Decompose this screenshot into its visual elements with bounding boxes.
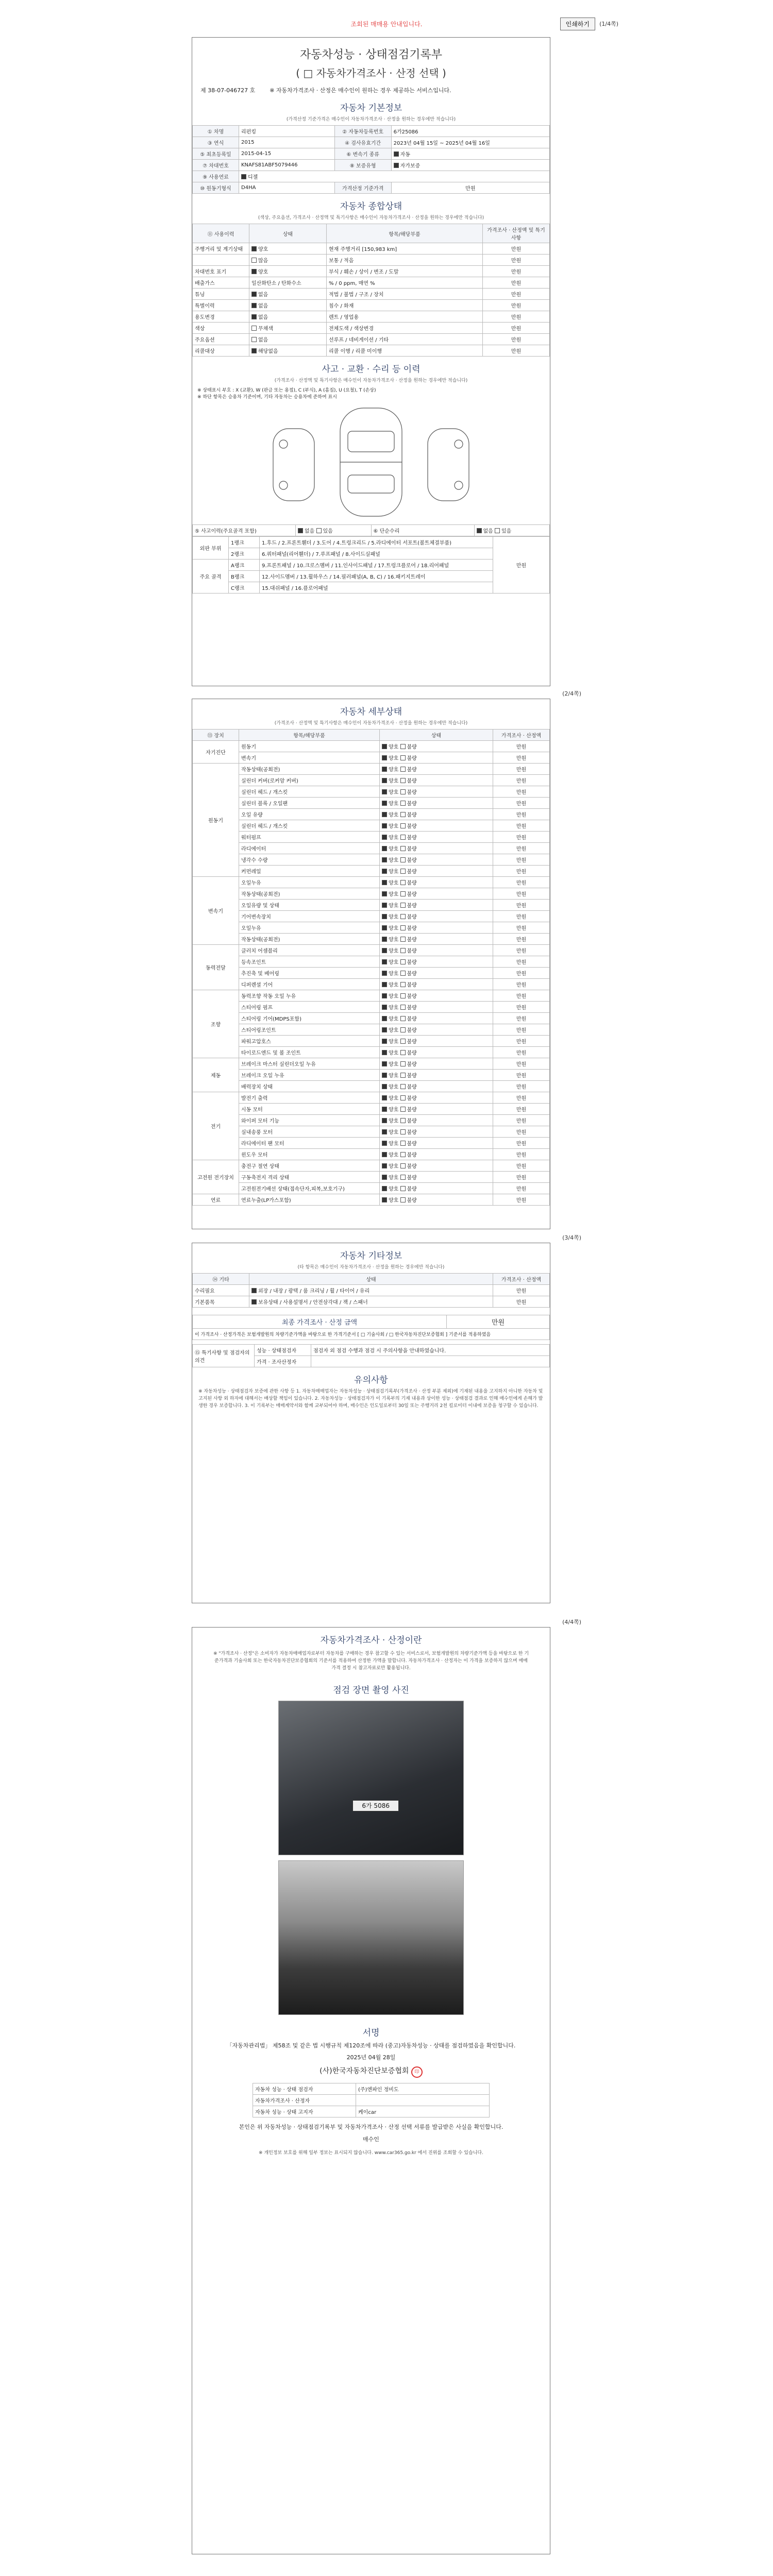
other-info-note: (타 항목은 매수인이 자동차가격조사 · 산정을 원하는 경우에만 적습니다) [297, 1265, 445, 1270]
detail-row: 커먼레일 양호 불량 만원 [193, 866, 550, 877]
detail-row: 구동축전지 격리 상태 양호 불량 만원 [193, 1172, 550, 1183]
basic-info-note: (가격산정 기준가격은 매수인이 자동차가격조사 · 산정을 원하는 경우에만 적습니다) [286, 117, 456, 122]
detail-note: (가격조사 · 산정액 및 특기사항은 매수인이 자동차가격조사 · 산정을 원하는 경우에만 적습니다) [274, 721, 468, 726]
accident-legend: ※ 상태표시 부호 : X (교환), W (판금 또는 용접), C (부식), A (흠집), U (요철), T (손상) [197, 388, 376, 393]
receipt-statement: 본인은 위 자동차성능 · 상태점검기록부 및 자동차가격조사 · 산정 선택 서류를 발급받은 사실을 확인합니다. [239, 2124, 503, 2130]
detail-row: 실린더 블록 / 오일팬 양호 불량 만원 [193, 798, 550, 809]
page-3 [192, 1243, 550, 1603]
page-2 [192, 699, 550, 1229]
detail-row: 워터펌프 양호 불량 만원 [193, 832, 550, 843]
detail-row: 오일유량 및 상태 양호 불량 만원 [193, 900, 550, 911]
detail-row: 작동상태(공회전) 양호 불량 만원 [193, 888, 550, 900]
detail-row: 파워고압호스 양호 불량 만원 [193, 1036, 550, 1047]
document-number: 38-07-046727 [208, 87, 248, 94]
company-seal-icon: 印 [411, 2066, 423, 2078]
page-2-indicator: (2/4쪽) [562, 690, 581, 697]
service-notice: ※ 자동차가격조사 · 산정은 매수인이 원하는 경우 제공하는 서비스입니다. [270, 87, 451, 94]
detail-row: 윈도우 모터 양호 불량 만원 [193, 1149, 550, 1160]
document-title: 자동차성능 · 상태점검기록부 [299, 48, 442, 61]
detail-row: 타이로드엔드 및 볼 조인트 양호 불량 만원 [193, 1047, 550, 1058]
detail-title: 자동차 세부상태 [340, 707, 402, 717]
page-1 [192, 37, 550, 686]
guide-title: 자동차가격조사 · 산정이란 [320, 1635, 422, 1646]
page-4 [192, 1627, 550, 2554]
detail-row: 조향 동력조향 작동 오일 누유 양호 불량 만원 [193, 990, 550, 1002]
signature-table: 자동차 성능 · 상태 점검자 (주)엔파인 정비도 자동차가격조사 · 산정자 자동차 성능 · 상태 고지자 케이car [253, 2083, 490, 2117]
opinion-table: ⑮ 특기사항 및 점검자의 의견 성능 · 상태점검자 점검자 외 점검 수행과 점검 시 주의사항을 안내하였습니다. 가격 · 조사산정자 [192, 1344, 550, 1367]
caution-title: 유의사항 [354, 1375, 388, 1385]
accident-legend-2: ※ 하단 항목은 승용차 기준이며, 기타 자동차는 승용차에 준하여 표시 [197, 395, 337, 400]
inspection-photo-underside [278, 1860, 464, 2015]
detail-row: 작동상태(공회전) 양호 불량 만원 [193, 934, 550, 945]
detail-row: 브레이크 오일 누유 양호 불량 만원 [193, 1070, 550, 1081]
detail-row: 제동 브레이크 마스터 실린더오일 누유 양호 불량 만원 [193, 1058, 550, 1070]
detail-row: 시동 모터 양호 불량 만원 [193, 1104, 550, 1115]
page-indicator: (1/4쪽) [599, 21, 618, 27]
detail-row: 전기 발전기 출력 양호 불량 만원 [193, 1092, 550, 1104]
other-info-table: ⑭ 기타 상태 가격조사 · 산정액 수리필요 외장 / 내장 / 광택 / 룸 크리닝 / 휠 / 타이어 / 유리 만원 기본품목 보유상태 / 사용설명서 / 안전삼각대 / 잭 / 스패너 만원 [192, 1273, 550, 1308]
detail-row: 변속기 오일누유 양호 불량 만원 [193, 877, 550, 888]
accident-note: (가격조사 · 산정액 및 특기사항은 매수인이 자동차가격조사 · 산정을 원하는 경우에만 적습니다) [274, 378, 468, 383]
basic-info-title: 자동차 기본정보 [340, 103, 402, 113]
detail-row: 오일누유 양호 불량 만원 [193, 922, 550, 934]
detail-row: 등속조인트 양호 불량 만원 [193, 956, 550, 968]
sign-date: 2025년 04월 28일 [346, 2054, 396, 2061]
car-diagram [263, 403, 479, 521]
basic-info-table: ① 차명 리펀킹 ② 자동차등록번호 6가25086 ③ 연식 2015 ④ 검사유효기간 2023년 04월 15일 ~ 2025년 04월 16일 ⑤ 최초등록일 2015-04-15 ⑥ 변속기 종류 자동 ⑦ 차대번호 KNAFS81ABF5079446 ⑧ 보증유형 자가보증 ⑨ 사용연료 디젤 ⑩ 원동기형식 D4HA 가격산정 기준가격 만원 [192, 125, 550, 194]
detail-row: 스티어링 펌프 양호 불량 만원 [193, 1002, 550, 1013]
detail-row: 실내송풍 모터 양호 불량 만원 [193, 1126, 550, 1138]
page-4-indicator: (4/4쪽) [562, 1619, 581, 1625]
detail-row: 디퍼렌셜 기어 양호 불량 만원 [193, 979, 550, 990]
caution-text: ※ 자동차성능 · 상태점검자 보증에 관한 사항 등 1. 자동차매매업자는 자동차성능 · 상태점검기록부(가격조사 · 산정 부분 제외)에 기재된 내용을 고지하지 아니한 자동차 및 고지된 사항 외 하자에 대해서는 배상할 책임이 있습니다. 2. 자동차성능 · 상태점검자가 이 기록부의 기재 내용과 상이한 성능 · 상태점검 결과로 인해 매수인에게 손해가 발생한 경우 보증합니다. 3. 이 기록부는 매매계약서와 함께 교부되어야 하며, 매수인은 인도일로부터 30일 또는 주행거리 2천 킬로미터 이내에 보증을 청구할 수 있습니다. [198, 1389, 543, 1409]
detail-row: 동력전달 클러치 어셈블리 양호 불량 만원 [193, 945, 550, 956]
guide-text: ※ "가격조사 · 산정"은 소비자가 자동차매매업자로부터 자동차를 구매하는 경우 참고할 수 있는 서비스로서, 보험개발원의 차량기준가액 등을 바탕으로 한 기준가격과 기술사회 또는 한국자동차진단보증협회의 기준서를 적용하여 산정한 가액을 말합니다. 자동차가격조사 · 산정자는 이 가격을 보증하지 않으며 매매가격 결정 시 참고자료로만 활용됩니다. [213, 1651, 529, 1671]
detail-row: 스티어링 기어(MDPS포함) 양호 불량 만원 [193, 1013, 550, 1024]
photo-title: 점검 장면 촬영 사진 [333, 1685, 409, 1696]
page-3-indicator: (3/4쪽) [562, 1234, 581, 1241]
accident-title: 사고 · 교환 · 수리 등 이력 [322, 364, 421, 375]
detail-row: 오일 유량 양호 불량 만원 [193, 809, 550, 820]
detail-row: 라디에이터 팬 모터 양호 불량 만원 [193, 1138, 550, 1149]
top-bar [0, 16, 773, 37]
car-outline-icon [263, 403, 479, 521]
detail-row: 연료 연료누출(LP가스포함) 양호 불량 만원 [193, 1194, 550, 1206]
detail-row: 와이퍼 모터 기능 양호 불량 만원 [193, 1115, 550, 1126]
detail-row: 냉각수 수량 양호 불량 만원 [193, 854, 550, 866]
document-subtitle: ( □ 자동차가격조사 · 산정 선택 ) [296, 67, 446, 79]
detail-row: 추진축 및 베어링 양호 불량 만원 [193, 968, 550, 979]
detail-row: 원동기 작동상태(공회전) 양호 불량 만원 [193, 764, 550, 775]
detail-row: 변속기 양호 불량 만원 [193, 752, 550, 764]
document-number-line: 제 38-07-046727 호 ※ 자동차가격조사 · 산정은 매수인이 원하는 경우 제공하는 서비스입니다. [200, 87, 451, 94]
inspection-photo-front [278, 1701, 464, 1855]
sign-statement: 「자동차관리법」 제58조 및 같은 법 시행규칙 제120조에 따라 (중고)자동차성능 · 상태를 점검하였음을 확인합니다. [226, 2042, 516, 2049]
receiver-label: 매수인 [363, 2136, 379, 2143]
print-button[interactable]: 인쇄하기 [560, 18, 595, 30]
detail-row: 스티어링조인트 양호 불량 만원 [193, 1024, 550, 1036]
footer-note: ※ 개인정보 보호를 위해 일부 정보는 표시되지 않습니다. www.car365.go.kr 에서 진위를 조회할 수 있습니다. [259, 2150, 483, 2156]
repair-rank-table: 외판 부위 1랭크 1.후드 / 2.프론트휀더 / 3.도어 / 4.트렁크리드 / 5.라디에이터 서포트(볼트체결부품) 만원 2랭크 6.쿼터패널(리어휀더) / 7.루프패널 / 8.사이드실패널 주요 골격 A랭크 9.프론트패널 / 10.크로스멤버 / 11.인사이드패널 / 17.트렁크플로어 / 18.리어패널 B랭크 12.사이드멤버 / 13.휠하우스 / 14.필러패널(A, B, C) / 16.패키지트레이 C랭크 15.대쉬패널 / 16.플로어패널 [192, 536, 550, 594]
detail-row: 배력장치 상태 양호 불량 만원 [193, 1081, 550, 1092]
accident-table: ⑤ 사고이력(주요골격 포함) 없음 있음 ⑥ 단순수리 없음 있음 [192, 524, 550, 536]
detail-row: 실린더 헤드 / 개스킷 양호 불량 만원 [193, 786, 550, 798]
summary-table: ⑪ 사용이력 상태 항목/해당부품 가격조사 · 산정액 및 특기사항 주행거리 및 계기상태 양호 현재 주행거리 [150,983 km] 만원 많음 보통 / 적음 만원 차대번호 표기 양호 부식 / 훼손 / 상이 / 변조 / 도말 만원 배출가스 일산화탄소 / 탄화수소 % / 0 ppm, 매연 % 만원 튜닝 없음 적법 / 불법 / 구조 / 장치 만원 특별이력 없음 침수 / 화재 만원 용도변경 없음 렌트 / 영업용 만원 색상 무채색 전체도색 / 색상변경 만원 주요옵션 없음 선루프 / 네비게이션 / 기타 만원 리콜대상 해당없음 리콜 이행 / 리콜 미이행 만원 [192, 224, 550, 357]
summary-title: 자동차 종합상태 [340, 201, 402, 212]
detail-row: 자기진단 원동기 양호 불량 만원 [193, 741, 550, 752]
detail-row: 고전원전기배선 상태(접속단자,피복,보호기구) 양호 불량 만원 [193, 1183, 550, 1194]
detail-table: ⑬ 장치 항목/해당부품 상태 가격조사 · 산정액 자기진단 원동기 양호 불량 만원 변속기 양호 불량 만원 원동기 작동상태(공회전) 양호 불량 만원 실린더 커버(로커암 커버) 양호 불량 만원 실린더 헤드 / 개스킷 양호 불량 만원 실린더 블록 / 오일팬 양호 불량 만원 오일 유량 양호 불량 만원 실린더 헤드 / 개스킷 양호 불량 만원 워터펌프 양호 불량 만원 라디에이터 양호 불량 만원 냉각수 수량 양호 불량 만원 커먼레일 양호 불량 만원 변속기 오일누유 양호 불량 만원 작동상태(공회전) 양호 불량 만원 오일유량 및 상태 양호 불량 만원 기어변속장치 양호 불량 만원 오일누유 양호 불량 만원 작동상태(공회전) 양호 불량 만원 동력전달 클러치 어셈블리 양호 불량 만원 등속조인트 양호 불량 만원 추진축 및 베어링 양호 불량 만원 디퍼렌셜 기어 양호 불량 만원 조향 동력조향 작동 오일 누유 양호 불량 만원 스티어링 펌프 양호 불량 만원 스티어링 기어(MDPS포함) 양호 불량 만원 스티어링조인트 양호 불량 만원 파워고압호스 양호 불량 만원 타이로드엔드 및 볼 조인트 양호 불량 만원 제동 브레이크 마스터 실린더오일 누유 양호 불량 만원 브레이크 오일 누유 양호 불량 만원 배력장치 상태 양호 불량 만원 전기 발전기 출력 양호 불량 만원 시동 모터 양호 불량 만원 와이퍼 모터 기능 양호 불량 만원 실내송풍 모터 양호 불량 만원 라디에이터 팬 모터 양호 불량 만원 윈도우 모터 양호 불량 만원 고전원 전기장치 충전구 절연 상태 양호 불량 만원 구동축전지 격리 상태 양호 불량 만원 고전원전기배선 상태(접속단자,피복,보호기구) 양호 불량 만원 연료 연료누출(LP가스포함) 양호 불량 만원 [192, 729, 550, 1206]
sign-title: 서명 [362, 2027, 380, 2038]
company-name: (사)한국자동차진단보증협회 印 [192, 2065, 550, 2078]
summary-note: (색상, 주요옵션, 가격조사 · 산정액 및 특기사항은 매수인이 자동차가격조사 · 산정을 원하는 경우에만 적습니다) [258, 215, 484, 221]
detail-row: 라디에이터 양호 불량 만원 [193, 843, 550, 854]
detail-row: 고전원 전기장치 충전구 절연 상태 양호 불량 만원 [193, 1160, 550, 1172]
license-plate: 6가 5086 [352, 1800, 399, 1811]
other-info-title: 자동차 기타정보 [340, 1251, 402, 1261]
final-amount-table: 최종 가격조사 · 산정 금액 만원 이 가격조사 · 산정가격은 보험개발원의 차량기준가액을 바탕으로 한 가격기준서 [ □ 기술사회 / □ 한국자동차진단보증협회 ] 기준서를 적용하였음 [192, 1315, 550, 1340]
detail-row: 기어변속장치 양호 불량 만원 [193, 911, 550, 922]
detail-row: 실린더 헤드 / 개스킷 양호 불량 만원 [193, 820, 550, 832]
detail-row: 실린더 커버(로커암 커버) 양호 불량 만원 [193, 775, 550, 786]
view-notice: 조회된 매매용 안내입니다. [350, 21, 423, 28]
